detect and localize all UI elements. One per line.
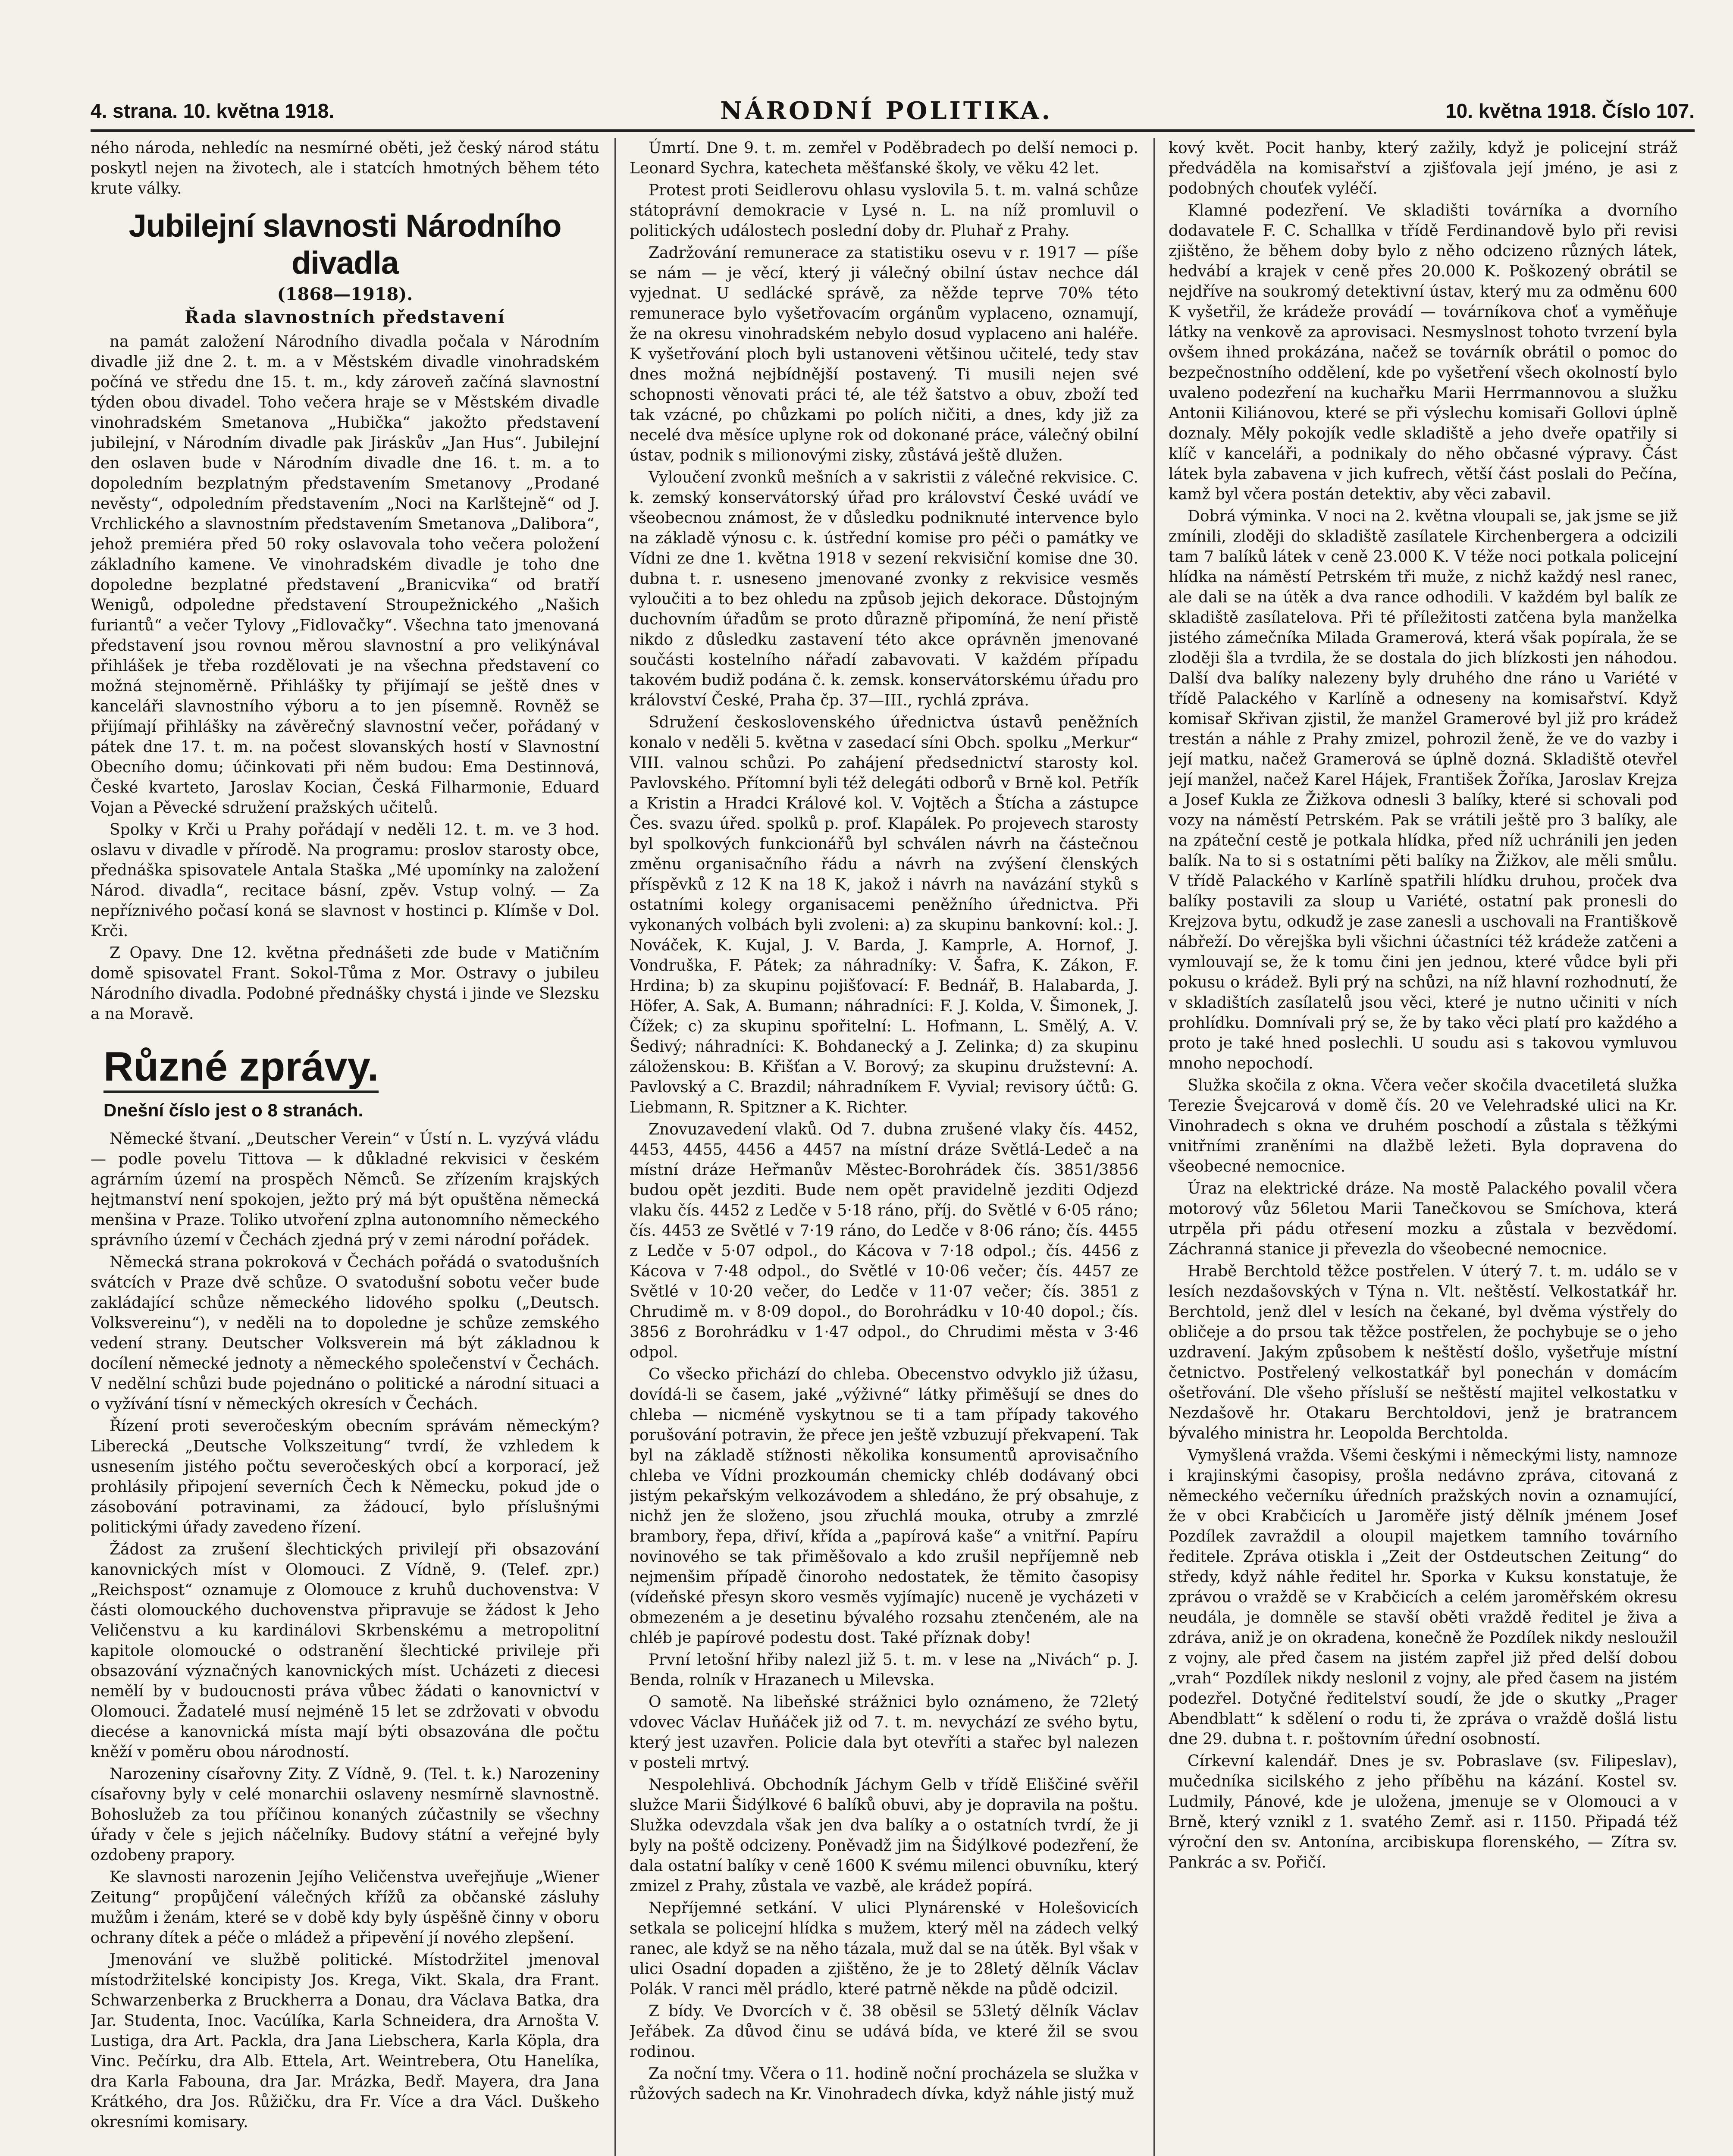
news-item: Ke slavnosti narozenin Jejího Veličenstva uveřejňuje „Wiener Zeitung“ propůjčení válečných křížů za občanské zásluhy mužům i ženám, které se v době kdy byly úspěšně činny v oboru ochrany dítek a péče o mládež a připevění jí nového zlepšení.	[91, 1868, 599, 1947]
article-subhead: Řada slavnostních představení	[185, 307, 505, 327]
newspaper-title: NÁRODNÍ POLITIKA.	[720, 97, 1053, 125]
masthead-right: 10. května 1918. Číslo 107.	[1445, 100, 1695, 122]
news-item: Protest proti Seidlerovu ohlasu vyslovila 5. t. m. valná schůze státoprávní demokracie v Lysé n. L. na níž promluvil o politických událostech poslední doby dr. Pluhař z Prahy.	[630, 182, 1138, 240]
article-dates: (1868—1918).	[277, 284, 413, 304]
article-text: Spolky v Krči u Prahy pořádají v neděli 12. t. m. ve 3 hod. oslavu v divadle v přírodě. Na programu: proslov starosty obce, přednáška spisovatele Antala Staška „Mé upomínky na založení Národ. divadla“, recitace básní, zpěv. Vstup volný. — Za nepříznivého počasí koná se slavnost v hostinci p. Klímše v Dol. Krči.	[91, 821, 599, 940]
article-text: Z Opavy. Dne 12. května přednášeti zde bude v Matičním domě spisovatel Frant. Sokol-Tůma z Mor. Ostravy o jubileu Národního divadla. Podobné přednášky chystá i jinde ve Slezsku a na Moravě.	[91, 944, 599, 1023]
news-item: Zadržování remunerace za statistiku osevu v r. 1917 — píše se nám — je věcí, který ji válečný obilní ústav nechce dál vyjednat. U sedlácké správě, za něžde teprve 70% této remunerace bylo vyšetřovacím orgánům vyplaceno, oznamují, že na okresu vinohradském nebylo dosud vyplaceno ani haléře. K vyšetřování ploch byli ustanoveni většinou učitelé, tedy stav dnes možná nejbídnější postavený. Ti musili nejen své schopnosti věnovati práci té, ale též šatstvo a obuv, zboží teď tak vzácné, po chůzkami po polích ničiti, a dnes, kdy již za necelé dva měsíce uplyne rok od dokonané práce, válečný obilní ústav, podnik s milionovými zisky, zůstává ještě dlužen.	[630, 244, 1138, 464]
section-heading: Různé zprávy.	[103, 1043, 379, 1093]
newspaper-page	[91, 95, 1695, 2156]
news-item: Úmrtí. Dne 9. t. m. zemřel v Poděbradech po delší nemoci p. Leonard Sychra, katecheta měšťanské školy, ve věku 42 let.	[630, 139, 1138, 177]
column-divider	[614, 138, 616, 2156]
issue-note: Dnešní číslo jest o 8 stranách.	[103, 1100, 364, 1120]
news-item: Řízení proti severočeským obecním správám německým? Liberecká „Deutsche Volkszeitung“ tvrdí, že vzhledem k usnesením jistého počtu severočeských obcí a korporací, jež prohlásily připojení severních Čech k Německu, pokud jde o zásobování potravinami, za žádoucí, bylo příslušnými politickými úřady zavedeno řízení.	[91, 1417, 599, 1536]
news-item: Klamné podezření. Ve skladišti továrníka a dvorního dodavatele F. C. Schallka v třídě Ferdinandově bylo při revisi zjištěno, že během doby bylo z něho odcizeno různých látek, hedvábí a krajek v ceně přes 20.000 K. Poškozený obrátil se nejdříve na soukromý detektivní ústav, který mu za odměnu 600 K vyšetřil, že krádeže provádí — továrníkova choť a vyměňuje látky na venkově za aprovisaci. Nesmyslnost tohoto tvrzení byla ovšem ihned prokázána, načež se továrník obrátil o pomoc do bezpečnostního oddělení, kde po vyšetření všech okolností bylo uvaleno podezření na kuchařku Marii Herrmannovou a služku Antonii Kiliánovou, které se při výslechu komisaři Gollovi úplně doznaly. Měly pokojík vedle skladiště a jeho dveře opatřily si klíč v kanceláři, a podnikaly do něho občasné výpravy. Část látek byla zabavena v jich kufrech, větší část poslali do Pečína, kamž byl včera postán detektiv, aby věci zabavil.	[1169, 202, 1677, 503]
article-text: na památ založení Národního divadla počala v Národním divadle již dne 2. t. m. a v Městském divadle vinohradském počíná ve středu dne 15. t. m., kdy zároveň začíná slavnostní týden obou divadel. Toho večera hraje se v Městském divadle vinohradském Smetanova „Hubička“ jakožto představení jubilejní, v Národním divadle pak Jiráskův „Jan Hus“. Jubilejní den oslaven bude v Národním divadle dne 16. t. m. a to dopoledním bezplatným představením Smetanovy „Prodané nevěsty“, odpoledním představením „Noci na Karlštejně“ od J. Vrchlického a slavnostním představením Smetanova „Dalibora“, jehož premiéra před 50 roky oslavovala toho večera položení základního kamene. Ve vinohradském divadle je toho dne dopoledne bezplatné představení „Branicvika“ od bratří Wenigů, odpoledne představení Stroupežnického „Našich furiantů“ a večer Tylovy „Fidlovačky“. Všechna tato jmenovaná představení jsou rovnou měrou slavnostní a pro velikýnával přihlášek je třeba rozdělovati je na všechna představení co možná stejnoměrně. Přihlášky ty přijímají se ještě dnes v kanceláři slavnostního výboru a to jen písemně. Rovněž se přijímají přihlášky na závěrečný slavnostní večer, pořádaný v pátek dne 17. t. m. na počest slovanských hostí v Slavnostní Obecního domu; účinkovati při něm budou: Ema Destinnová, České kvarteto, Jaroslav Kocian, Česká Filharmonie, Eduard Vojan a Pěvecké sdružení pražských učitelů.	[91, 333, 599, 817]
news-item: Služka skočila z okna. Včera večer skočila dvacetiletá služka Terezie Švejcarová v domě čís. 20 ve Velehradské ulici na Kr. Vinohradech s okna ve druhém poschodí a zůstala s těžkými vnitřními zraněními na dlažbě ležeti. Byla dopravena do všeobecné nemocnice.	[1169, 1077, 1677, 1175]
news-item: Dobrá výminka. V noci na 2. května vloupali se, jak jsme se již zmínili, zloději do skladiště zasílatele Kirchenbergera a odcizili tam 7 balíků látek v ceně 23.000 K. V téže noci potkala policejní hlídka na náměstí Petrském tři muže, z nichž každý nesl ranec, ale dali se na útěk a dva rance odhodili. V každém byl balík ze skladiště zasílatelova. Při té příležitosti zatčena byla manželka jistého zámečníka Milada Gramerová, která však popírala, že se zloději šla a tvrdila, že se dostala do jich blízkosti jen náhodou. Další dva balíky nalezeny byly druhého dne ráno u Variété v třídě Palackého v Karlíně a odneseny na komisařství. Když komisař Skřivan zjistil, že manžel Gramerové byl již pro krádež trestán a náhle z Prahy zmizel, pohrozil ženě, že ve do vazby i její matku, načež Gramerová se úplně dozná. Skladiště otevřel její manžel, načež Karel Hájek, František Žoříka, Jaroslav Krejza a Josef Kukla ze Žižkova odnesli 3 balíky, které si schovali pod vozy na náměstí Petrském. Pak se vrátili ještě pro 3 balíky, ale na zpáteční cestě je potkala hlídka, před níž uchránili jen jeden balík. Na to si s ostatními pěti balíky na Žižkov, ale měli smůlu. V třídě Palackého v Karlíně spatřili hlídku druhou, proček dva balíky postavili za sloup u Variété, ostatní pak pronesli do Krejzova bytu, odkudž je zase zanesli a uschovali na Františkově nábřeží. Do věrejška byli všichni účastníci též krádeže zatčeni a vymlouvají se, že k tomu čini jen jednou, které vůdce byli při pokusu o krádež. Byli prý na schůzi, na níž hlavní rozhodnutí, že v skladištích zasílatelů jsou věci, které je nutno učiniti v ních prohlídku. Domnívali prý se, že by tako věci platí pro každého a proto je také hned poslechli. U soudu asi s takovou vymluvou mnoho nepochodí.	[1169, 508, 1677, 1072]
news-item: Za noční tmy. Včera o 11. hodině noční procházela se služka v růžových sadech na Kr. Vinohradech dívka, když náhle jistý muž	[630, 2065, 1138, 2103]
news-item: Hrabě Berchtold těžce postřelen. V úterý 7. t. m. událo se v lesích nezdašovských v Týna n. Vlt. neštěstí. Velkostatkář hr. Berchtold, jenž dlel v lesích na čekané, byl dvěma výstřely do obličeje a do prsou tak těžce postřelen, že pochybuje se o jeho uzdravení. Jakým způsobem k neštěstí došlo, vyšetřuje místní četnictvo. Postřelený velkostatkář byl ponechán v domácím ošetřování. Dle všeho přísluší se neštěstí majitel velkostatku v Nezdašově hr. Otakaru Berchtoldovi, jenž je bratrancem bývalého ministra hr. Leopolda Berchtolda.	[1169, 1263, 1677, 1442]
news-item: O samotě. Na libeňské strážnici bylo oznámeno, že 72letý vdovec Václav Huňáček již od 7. t. m. nevychází ze svého bytu, který jest uzavřen. Policie dala byt otevříti a stařec byl nalezen v posteli mrtvý.	[630, 1693, 1138, 1772]
news-item: Úraz na elektrické dráze. Na mostě Palackého povalil včera motorový vůz 56letou Marii Tanečkovou se Smíchova, která utrpěla při pádu otřesení mozku a zůstala v bezvědomí. Záchranná stanice ji převezla do všeobecné nemocnice.	[1169, 1180, 1677, 1258]
article-headline: Jubilejní slavnosti Národního divadla	[128, 208, 561, 281]
news-item: Německá strana pokroková v Čechách pořádá o svatodušních svátcích v Praze dvě schůze. O svatodušní sobotu večer bude zakládající schůze německého lidového spolku („Deutsch. Volksvereinu“), v neděli na to dopoledne je schůze zemského vedení strany. Deutscher Volksverein má být základnou k docílení německé jednoty a německého společenství v Čechách. V nedělní schůzi bude pojednáno o politické a národní situaci a o vyžívání tísní v německých okresích v Čechách.	[91, 1253, 599, 1413]
news-item: Co všecko přichází do chleba. Obecenstvo odvyklo již úžasu, dovídá-li se časem, jaké „výživné“ látky přiměšují se dnes do chleba — nicméně vyskytnou se ti a tam případy takového porušování potravin, že přece jen ještě vzbuzují překvapení. Tak byl na základě stížnosti několika konsumentů aprovisačního chleba ve Vídni prozkoumán chemicky chléb dodávaný obci jistým pekařským velkozávodem a shledáno, že prý obsahuje, z nichž jen že složeno, jsou zřuchlá mouka, otruby a zmrzlé brambory, řepa, dřiví, křída a „papírová kaše“ a vnitřní. Papíru novinového se tak přiměšovalo a kdo zrušil nepříjemně neb nejmenšim případě činoroho nedostatek, že těmito časopisy (vídeňské přesyn skoro vesměs vyjímajíc) nuceně je vycházeti v obmezeném a je desetinu bývalého rozsahu ztenčeném, ale na chléb je papírové podestu dost. Také příznak doby!	[630, 1366, 1138, 1647]
news-item: Z bídy. Ve Dvorcích v č. 38 oběsil se 53letý dělník Václav Jeřábek. Za důvod činu se udává bída, ve které žil se svou rodinou.	[630, 2002, 1138, 2061]
news-item: Německé štvaní. „Deutscher Verein“ v Ústí n. L. vyzývá vládu — podle povelu Tittova — k důkladné rekvisici v českém agrárním území na prospěch Němců. Se zřízením krajských hejtmanství není spokojen, ježto prý má být opuštěna německá menšina v Praze. Toliko utvoření zplna autonomního německého správního území v Čechách zjedná prý v zemi národní pořádek.	[91, 1130, 599, 1249]
news-item: Jmenování ve službě politické. Místodržitel jmenoval místodržitelské koncipisty Jos. Krega, Vikt. Skala, dra Frant. Schwarzenberka z Bruckherra a Donau, dra Václava Batka, dra Jar. Studenta, Inoc. Vacúlíka, Karla Schneidera, dra Arnošta V. Lustiga, dra Art. Packla, dra Jana Liebschera, Karla Köpla, dra Vinc. Pečírku, dra Alb. Ettela, Art. Weintrebera, Otu Hanelíka, dra Karla Fabouna, dra Jar. Mrázka, Bedř. Mayera, dra Jana Krátkého, dra Jos. Růžičku, dra Fr. Více a dra Václ. Duškeho okresními komisary.	[91, 1951, 599, 2131]
news-item: Znovuzavedení vlaků. Od 7. dubna zrušené vlaky čís. 4452, 4453, 4455, 4456 a 4457 na místní dráze Světlá-Ledeč a na místní dráze Heřmanův Městec-Borohrádek čís. 3851/3856 budou opět jezditi. Bude nem opět pravidelně jezditi Odjezd vlaku čís. 4452 z Ledče v 5·18 ráno, příj. do Světlé v 6·05 ráno; čís. 4453 ze Světlé v 7·19 ráno, do Ledče v 8·06 ráno; čís. 4455 z Ledče v 5·07 odpol., do Kácova v 7·18 odpol.; čís. 4456 z Kácova v 7·48 odpol., do Světlé v 10·06 večer; čís. 4457 ze Světlé v 10·20 večer, do Ledče v 11·07 večer; čís. 3851 z Chrudimě m. v 8·09 dopol., do Borohrádku v 10·40 dopol.; čís. 3856 z Borohrádku v 1·47 odpol., do Chrudimi města v 3·46 odpol.	[630, 1121, 1138, 1361]
news-item: Vyloučení zvonků mešních a v sakristii z válečné rekvisice. C. k. zemský konservátorský úřad pro království České uvádí ve všeobecnou známost, že v důsledku podniknuté intervence bylo na základě výnosu c. k. ústřední komise pro péči o památky ve Vídni ze dne 1. května 1918 v sezení rekvisiční komise dne 30. dubna t. r. usneseno jmenované zvonky z rekvisice vesměs vyloučiti a to bez ohledu na způsob jejich dekorace. Důstojným duchovním úřadům se proto důrazně připomíná, že není přistě nikdo z důsledku zastavení této akce oprávněn jmenované součásti kostelního nářadí zabavovati. V každém případu takovém budiž podána č. k. zemsk. konservátorskému úřadu pro království České, Praha čp. 37—III., rychlá zpráva.	[630, 469, 1138, 709]
news-item: Nespolehlivá. Obchodník Jáchym Gelb v třídě Eliščiné svěřil služce Marii Šidýlkové 6 balíků obuvi, aby je dopravila na poštu. Služka odevzdala však jen dva balíky a o ostatních tvrdí, že ji byly na poště odcizeny. Poněvadž jim na Šidýlkové podezření, že dala ostatní balíky v ceně 1600 K svému milenci obuvníku, který zmizel z Prahy, zůstala ve vazbě, ale krádež popírá.	[630, 1776, 1138, 1895]
news-item: Žádost za zrušení šlechtických privilejí při obsazování kanovnických míst v Olomouci. Z Vídně, 9. (Telef. zpr.) „Reichspost“ oznamuje z Olomouce z kruhů duchovenstva: V části olomouckého duchovenstva připravuje se žádost k Jeho Veličenstvu a ku kardinálovi Skrbenskému a metropolitní kapitole olomoucké o odstranění šlechtické privileje při obsazování význačných kanovnických míst. Ucházeti z diecesi nemělí by v budoucnosti práva vůbec žádati o kanovnictví v Olomouci. Žadatelé musí nejméně 15 let se zdržovati v obvodu diecése a kanovnická místa mají býti obsazována dle počtu kněží v poměru obou národností.	[91, 1541, 599, 1761]
column-divider	[1153, 138, 1155, 2156]
column-1	[91, 138, 599, 2156]
article-text: ného národa, nehledíc na nesmírné oběti, jež český národ státu poskytl nejen na životech, ale i statcích hmotných během této krute války.	[91, 139, 599, 197]
news-item: Vymyšlená vražda. Všemi českými i německými listy, namnoze i krajinskými časopisy, prošla nedávno zpráva, citovaná z německého večerníku úředních pražských novin a oznamující, že v obci Krabčicích u Jaroměře jistý dělník jménem Josef Pozdílek zavraždil a oloupil majetkem tamního továrního ředitele. Zpráva otiskla i „Zeit der Ostdeutschen Zeitung“ do středy, když náhle ředitel hr. Sporka v Kuksu konstatuje, že zprávou o vraždě se v Krabčicích a celém jaroměřském okresu neudála, je domněle se stavší oběti vraždě ředitel je živa a zdráva, aniž je on okradena, konečně že Pozdílek nikdy nesloužil z vojny, ale před časem na jistém zapřel již před delší dobou „vrah“ Pozdílek nikdy neslonil z vojny, ale před časem na jistém podezřel. Dotyčné ředitelství soudí, že jde o skutky „Prager Abendblatt“ k sdělení o rodu ti, že zpráva o vraždě došlá listu dne 29. dubna t. r. poštovním úřední osobností.	[1169, 1447, 1677, 1748]
column-3	[1169, 138, 1677, 2156]
news-item: Sdružení československého úřednictva ústavů peněžních konalo v neděli 5. května v zasedací síni Obch. spolku „Merkur“ VIII. valnou schůzi. Po zahájení předsednictví starosty kol. Pavlovského. Přítomní byli též delegáti odborů v Brně kol. Petřík a Kristin a Hradci Králové kol. V. Vojtěch a Štícha a zástupce Čes. svazu úřed. spolků p. prof. Klapálek. Po projevech starosty byl spolkových funkcionářů byl schválen návrh na částečnou změnu organisačního řádu a návrh na zvýšení členských příspěvků z 12 K na 18 K, jakož i návrh na navázání styků s ostatními kolegy organisacemi peněžního úřednictva. Při vykonaných volbách byli zvoleni: a) za skupinu bankovní: kol.: J. Nováček, K. Kujal, J. V. Barda, J. Kamprle, A. Hornof, J. Vondruška, F. Pátek; za náhradníky: V. Šafra, K. Zákon, F. Hrdina; b) za skupinu pojišťovací: F. Bednář, B. Halabarda, J. Höfer, A. Sak, A. Bumann; náhradníci: F. J. Kolda, V. Šimonek, J. Čížek; c) za skupinu spořitelní: L. Hofmann, L. Smělý, A. V. Šedivý; náhradníci: K. Bohdanecký a J. Zelinka; d) za skupinu záloženskou: B. Křišťan a V. Borový; za skupinu družstevní: A. Pavlovský a C. Brazdil; náhradníkem F. Vyvial; revisory účtů: G. Liebmann, R. Spitzner a K. Richter.	[630, 714, 1138, 1116]
news-item: První letošní hřiby nalezl již 5. t. m. v lese na „Nivách“ p. J. Benda, rolník v Hrazanech u Milevska.	[630, 1651, 1138, 1689]
news-item: Církevní kalendář. Dnes je sv. Pobraslave (sv. Filipeslav), mučedníka sicilského z jeho příběhu na kázání. Kostel sv. Ludmily, Pánové, kde je uložena, jmenuje se v Olomouci a v Brně, který vznikl z 1. svatého Zemř. asi r. 1150. Připadá též výroční den sv. Antonína, arcibiskupa florenského, — Zítra sv. Pankrác a sv. Pořičí.	[1169, 1752, 1677, 1871]
column-2	[630, 138, 1138, 2156]
masthead-left: 4. strana. 10. května 1918.	[91, 100, 335, 122]
news-item: Narozeniny císařovny Zity. Z Vídně, 9. (Tel. t. k.) Narozeniny císařovny byly v celé monarchii oslaveny nesmírně slavnostně. Bohoslužeb za tou příčinou konaných zúčastnily se všechny úřady v čele s jejich náčelníky. Budovy státní a veřejné byly ozdobeny prapory.	[91, 1765, 599, 1864]
news-item: kový květ. Pocit hanby, který zažily, když je policejní stráž předváděla na komisařství a zjišťovala její jméno, je asi z podobných chouťek vyléčí.	[1169, 139, 1677, 197]
news-item: Nepříjemné setkání. V ulici Plynárenské v Holešovicích setkala se policejní hlídka s mužem, který měl na zádech velký ranec, ale když se na něho tázala, muž dal se na útěk. Byl však v ulici Osadní dopaden a zjištěno, že je to 28letý dělník Václav Polák. V ranci měl prádlo, které patrně někde na půdě odcizil.	[630, 1899, 1138, 1998]
masthead	[91, 95, 1695, 132]
